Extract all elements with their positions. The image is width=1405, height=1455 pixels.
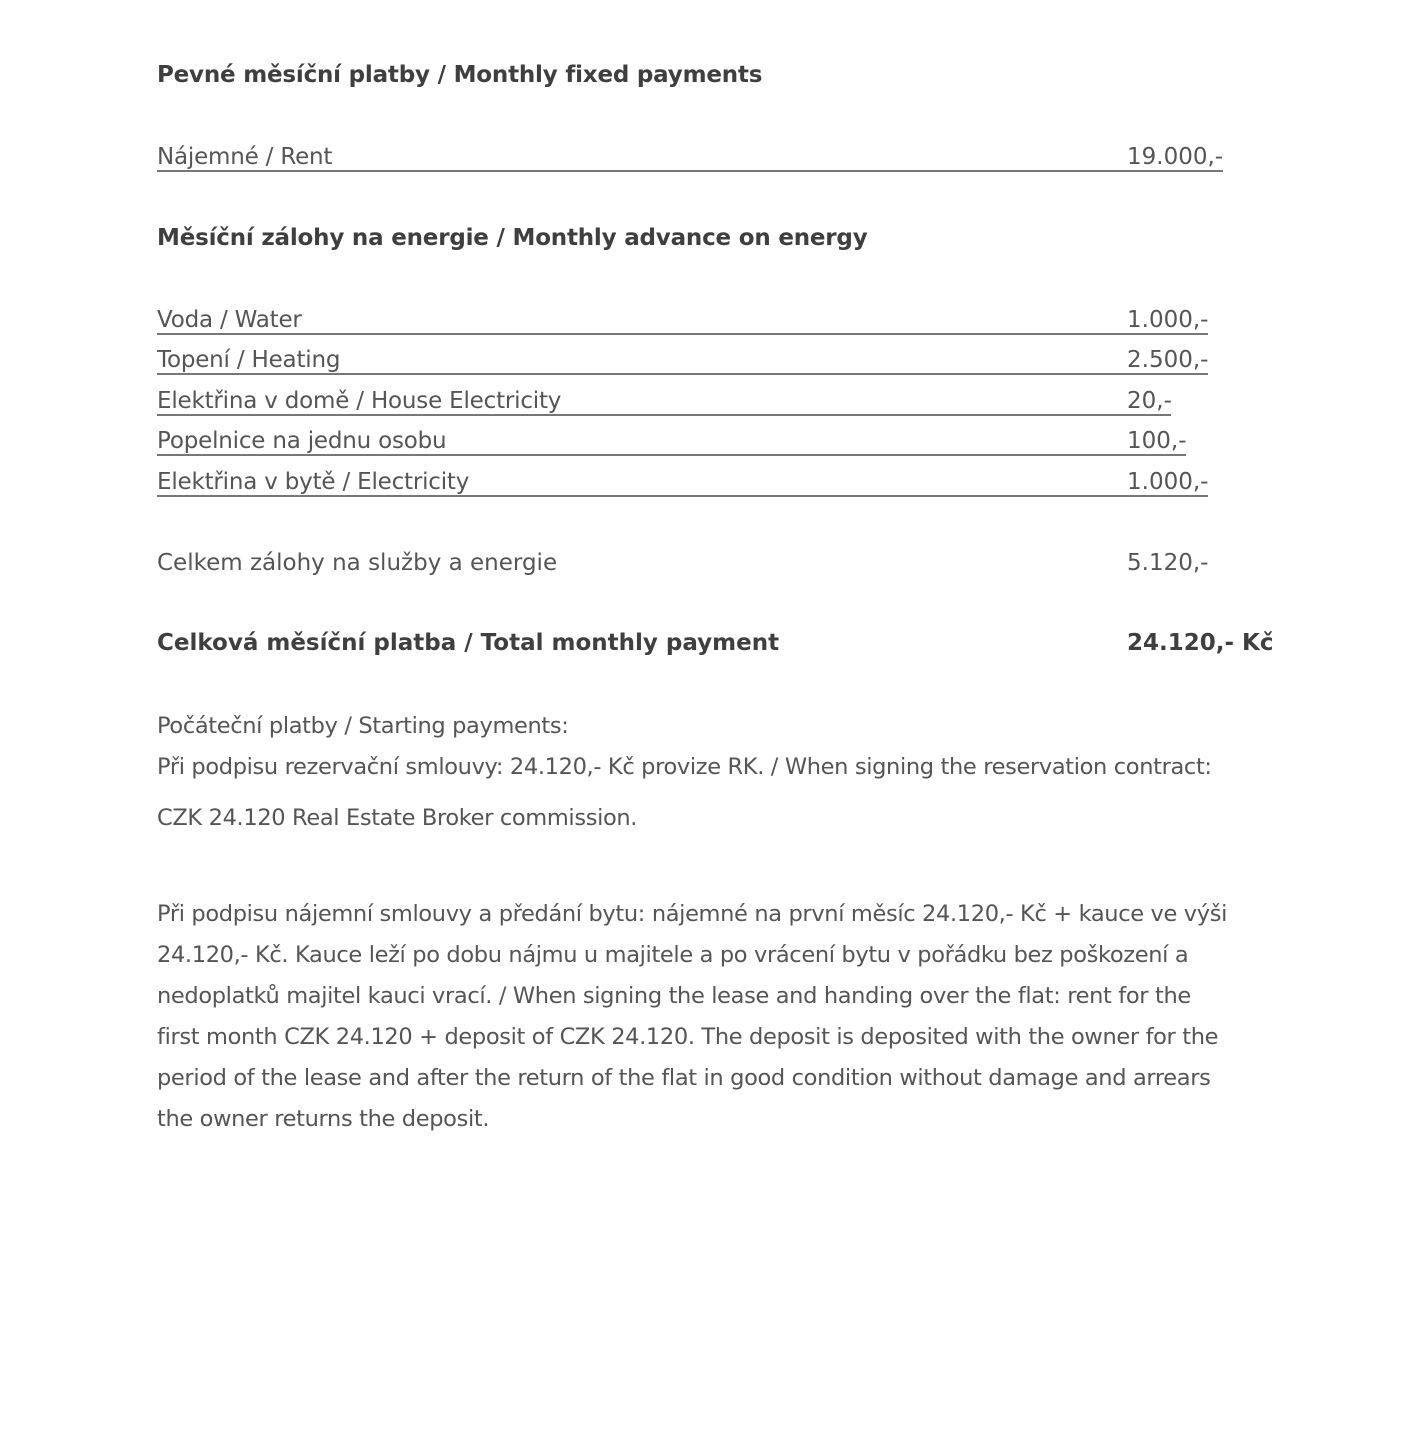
- reservation-text-line: Při podpisu rezervační smlouvy: 24.120,- Kč provize RK. / When signing the reservation contract:: [157, 754, 1212, 780]
- lease-text-line: period of the lease and after the return of the flat in good condition without damage and arrears: [157, 1065, 1211, 1091]
- lease-text-line: Při podpisu nájemní smlouvy a předání bytu: nájemné na první měsíc 24.120,- Kč + kauce ve výši: [157, 901, 1227, 927]
- underline-rule: [157, 414, 1171, 416]
- flat-electricity-label: Elektřina v bytě / Electricity: [157, 469, 470, 495]
- rent-row: [157, 142, 1225, 172]
- energy-total-row: [157, 550, 1209, 576]
- underline-rule: [157, 373, 1208, 375]
- energy-total-value: 5.120,-: [1127, 550, 1209, 576]
- house-electricity-value: 20,-: [1127, 388, 1172, 414]
- house-electricity-label: Elektřina v domě / House Electricity: [157, 388, 562, 414]
- energy-total-label: Celkem zálohy na služby a energie: [157, 550, 558, 576]
- flat-electricity-value: 1.000,-: [1127, 469, 1209, 495]
- lease-text-line: nedoplatků majitel kauci vrací. / When signing the lease and handing over the flat: rent for the: [157, 983, 1191, 1009]
- monthly-total-row: [157, 630, 1274, 656]
- waste-bins-value: 100,-: [1127, 428, 1187, 454]
- starting-payments-heading: Počáteční platby / Starting payments:: [157, 713, 569, 739]
- underline-rule: [157, 495, 1208, 497]
- lease-text-line: first month CZK 24.120 + deposit of CZK 24.120. The deposit is deposited with the owner for the: [157, 1024, 1219, 1050]
- water-value: 1.000,-: [1127, 307, 1209, 333]
- rent-label: Nájemné / Rent: [157, 144, 333, 170]
- lease-text-line: 24.120,- Kč. Kauce leží po dobu nájmu u majitele a po vrácení bytu v pořádku bez poškození a: [157, 942, 1189, 968]
- lease-payment-paragraph: [157, 894, 1297, 1140]
- monthly-total-value: 24.120,- Kč: [1127, 630, 1274, 656]
- reservation-text-line: CZK 24.120 Real Estate Broker commission.: [157, 805, 638, 831]
- energy-advances-heading: Měsíční zálohy na energie / Monthly advance on energy: [157, 225, 868, 251]
- fixed-payments-heading: Pevné měsíční platby / Monthly fixed payments: [157, 62, 763, 88]
- underline-rule: [157, 333, 1208, 335]
- waste-bins-label: Popelnice na jednu osobu: [157, 428, 447, 454]
- heating-value: 2.500,-: [1127, 347, 1209, 373]
- underline-rule: [157, 170, 1223, 172]
- water-label: Voda / Water: [157, 307, 302, 333]
- lease-text-line: the owner returns the deposit.: [157, 1106, 490, 1132]
- rent-value: 19.000,-: [1127, 144, 1224, 170]
- monthly-total-label: Celková měsíční platba / Total monthly payment: [157, 630, 780, 656]
- heating-label: Topení / Heating: [157, 347, 341, 373]
- underline-rule: [157, 454, 1186, 456]
- starting-payments-block: [157, 706, 1297, 839]
